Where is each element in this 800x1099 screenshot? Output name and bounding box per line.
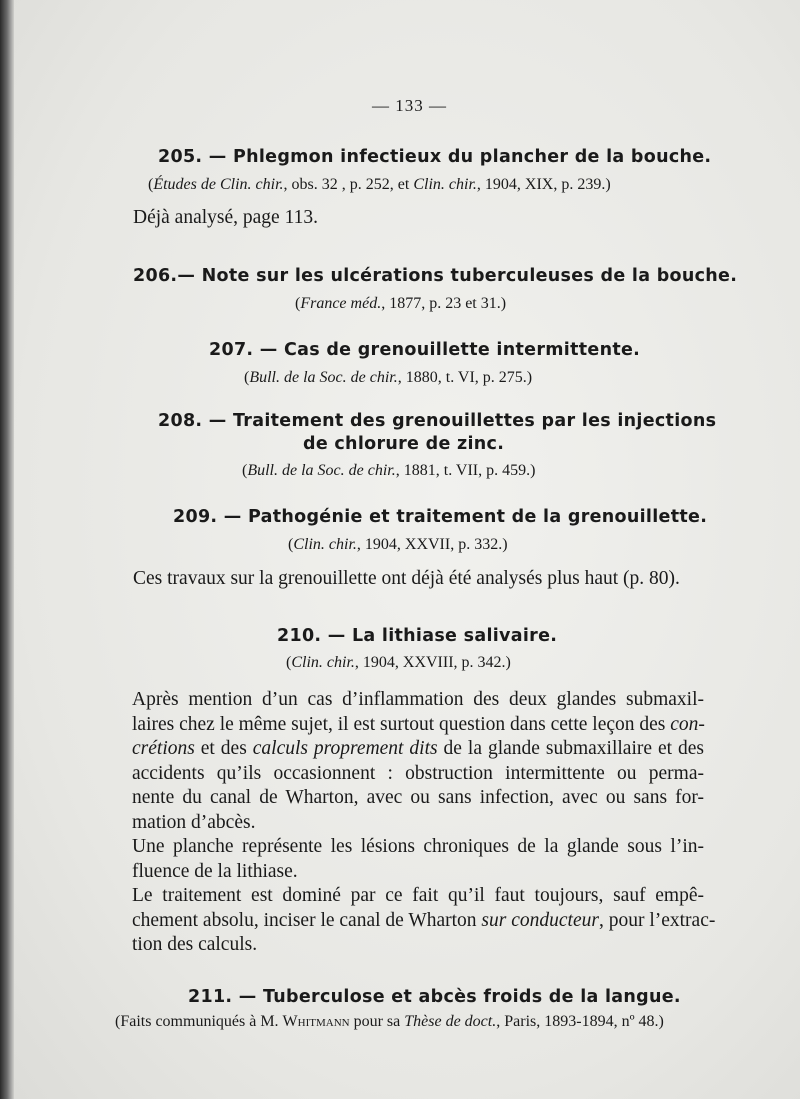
- entry-210-paragraph-3: [132, 884, 716, 958]
- paragraph-1-line-2: laires chez le même sujet, il est surtout question dans cette leçon des con-: [132, 713, 705, 735]
- entry-210-paragraph-2: [132, 835, 704, 884]
- paragraph-3-line-1: Le traitement est dominé par ce fait qu’il faut toujours, sauf empê-: [132, 885, 704, 906]
- paragraph-3-line-3: tion des calculs.: [132, 934, 258, 955]
- entry-209-title: 209. — Pathogénie et traitement de la grenouillette.: [173, 507, 708, 527]
- entry-208-reference: (Bull. de la Soc. de chir., 1881, t. VII, p. 459.): [242, 462, 536, 479]
- page-number: — 133 —: [372, 96, 447, 115]
- entry-209-reference: (Clin. chir., 1904, XXVII, p. 332.): [288, 536, 508, 553]
- entry-211-title: 211. — Tuberculose et abcès froids de la langue.: [188, 987, 681, 1007]
- entry-207-reference: (Bull. de la Soc. de chir., 1880, t. VI, p. 275.): [244, 369, 533, 386]
- entry-205-title: 205. — Phlegmon infectieux du plancher de la bouche.: [158, 147, 712, 167]
- entry-210-title: 210. — La lithiase salivaire.: [277, 626, 558, 646]
- paragraph-1-line-1: Après mention d’un cas d’inflammation des deux glandes submaxil-: [132, 689, 704, 710]
- entry-208-title-line1: 208. — Traitement des grenouillettes par les injections: [158, 411, 717, 431]
- paragraph-1-line-4: accidents qu’ils occasionnent : obstruction intermittente ou perma-: [132, 762, 704, 784]
- entry-207-title: 207. — Cas de grenouillette intermittente.: [209, 340, 641, 360]
- paragraph-1-line-6: mation d’abcès.: [132, 811, 256, 833]
- entry-208-title-line2: de chlorure de zinc.: [303, 434, 505, 454]
- scan-shadow-edge: [0, 0, 14, 1099]
- paragraph-2-line-1: Une planche représente les lésions chroniques de la glande sous l’in-: [132, 836, 704, 857]
- entry-210-reference: (Clin. chir., 1904, XXVIII, p. 342.): [286, 654, 511, 671]
- paragraph-1-line-3: crétions et des calculs proprement dits de la glande submaxillaire et des: [132, 738, 704, 759]
- entry-206-reference: (France méd., 1877, p. 23 et 31.): [295, 295, 507, 312]
- paragraph-2-line-2: fluence de la lithiase.: [132, 860, 298, 882]
- entry-205-reference: (Études de Clin. chir., obs. 32 , p. 252, et Clin. chir., 1904, XIX, p. 239.): [148, 176, 611, 193]
- entry-211-reference: (Faits communiqués à M. Whitmann pour sa Thèse de doct., Paris, 1893-1894, nº 48.): [115, 1013, 664, 1030]
- entry-205-note: Déjà analysé, page 113.: [133, 207, 318, 228]
- paragraph-3-line-2: chement absolu, inciser le canal de Wharton sur conducteur, pour l’extrac-: [132, 909, 716, 931]
- entry-209-note: Ces travaux sur la grenouillette ont déjà été analysés plus haut (p. 80).: [133, 568, 680, 589]
- entry-210-paragraph-1: [132, 688, 704, 835]
- entry-206-title: 206.— Note sur les ulcérations tuberculeuses de la bouche.: [133, 266, 738, 286]
- paragraph-1-line-5: nente du canal de Wharton, avec ou sans infection, avec ou sans for-: [132, 787, 704, 808]
